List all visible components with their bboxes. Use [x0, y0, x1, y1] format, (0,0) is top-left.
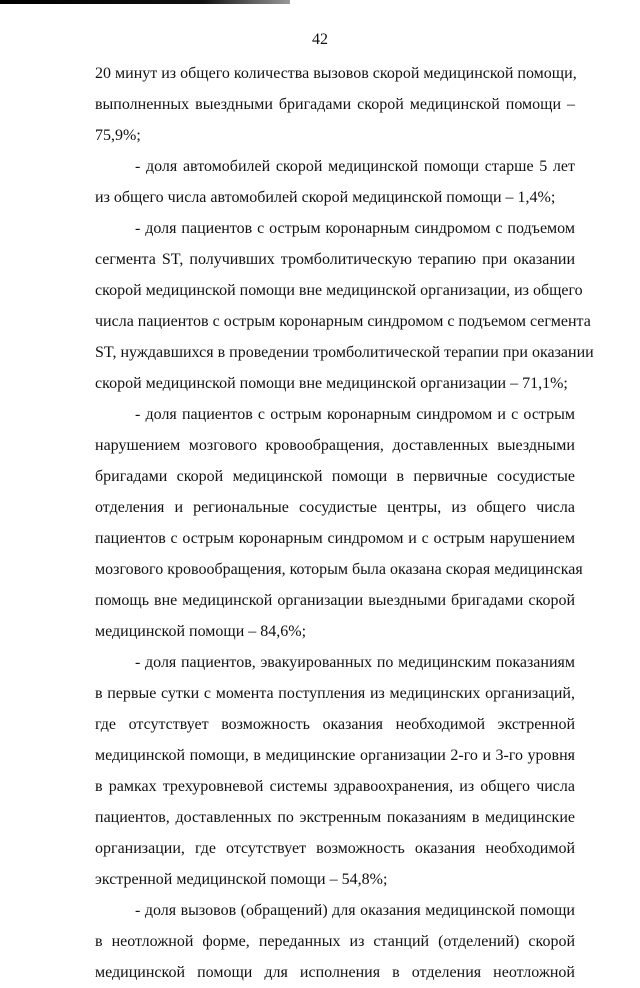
document-body: [95, 58, 594, 988]
text-line: - доля автомобилей скорой медицинской помощи старше 5 лет: [135, 158, 575, 175]
text-line: выполненных выездными бригадами скорой медицинской помощи –: [95, 96, 575, 113]
text-line: медицинской помощи для исполнения в отделения неотложной: [95, 964, 575, 981]
paragraph: [95, 647, 575, 895]
text-line: экстренной медицинской помощи – 54,8%;: [95, 871, 388, 888]
paragraph: [95, 58, 575, 151]
text-line: организации, где отсутствует возможность оказания необходимой: [95, 840, 575, 857]
text-line: в первые сутки с момента поступления из медицинских организаций,: [95, 685, 575, 702]
paragraph: [95, 399, 583, 647]
text-line: 20 минут из общего количества вызовов скорой медицинской помощи,: [95, 65, 577, 82]
text-line: - доля пациентов с острым коронарным синдромом с подъемом: [135, 220, 575, 237]
text-line: в неотложной форме, переданных из станций (отделений) скорой: [95, 933, 575, 950]
text-line: пациентов с острым коронарным синдромом и с острым нарушением: [95, 530, 575, 547]
page-number: 42: [312, 31, 328, 48]
paragraph: [95, 213, 594, 399]
text-line: скорой медицинской помощи вне медицинской организации – 71,1%;: [95, 375, 568, 392]
text-line: ST, нуждавшихся в проведении тромболитической терапии при оказании: [95, 344, 594, 361]
text-line: скорой медицинской помощи вне медицинской организации, из общего: [95, 282, 583, 299]
text-line: - доля пациентов с острым коронарным синдромом и с острым: [135, 406, 575, 423]
text-line: медицинской помощи, в медицинские организации 2-го и 3-го уровня: [95, 747, 575, 764]
text-line: - доля вызовов (обращений) для оказания медицинской помощи: [135, 902, 575, 919]
paragraph: [95, 151, 575, 213]
text-line: в рамках трехуровневой системы здравоохранения, из общего числа: [95, 778, 575, 795]
text-line: числа пациентов с острым коронарным синдромом с подъемом сегмента: [95, 313, 591, 330]
text-line: медицинской помощи – 84,6%;: [95, 623, 307, 640]
text-line: пациентов, доставленных по экстренным показаниям в медицинские: [95, 809, 575, 826]
text-line: сегмента ST, получивших тромболитическую терапию при оказании: [95, 251, 575, 268]
text-line: нарушением мозгового кровообращения, доставленных выездными: [95, 437, 575, 454]
text-line: помощь вне медицинской организации выездными бригадами скорой: [95, 592, 575, 609]
paragraph: [95, 895, 575, 988]
text-line: из общего числа автомобилей скорой медицинской помощи – 1,4%;: [95, 189, 556, 206]
text-line: - доля пациентов, эвакуированных по медицинским показаниям: [135, 654, 575, 671]
text-line: где отсутствует возможность оказания необходимой экстренной: [95, 716, 575, 733]
scan-edge-bar: [0, 0, 290, 4]
text-line: мозгового кровообращения, которым была оказана скорая медицинская: [95, 561, 583, 578]
text-line: 75,9%;: [95, 127, 141, 144]
text-line: бригадами скорой медицинской помощи в первичные сосудистые: [95, 468, 575, 485]
text-line: отделения и региональные сосудистые центры, из общего числа: [95, 499, 575, 516]
